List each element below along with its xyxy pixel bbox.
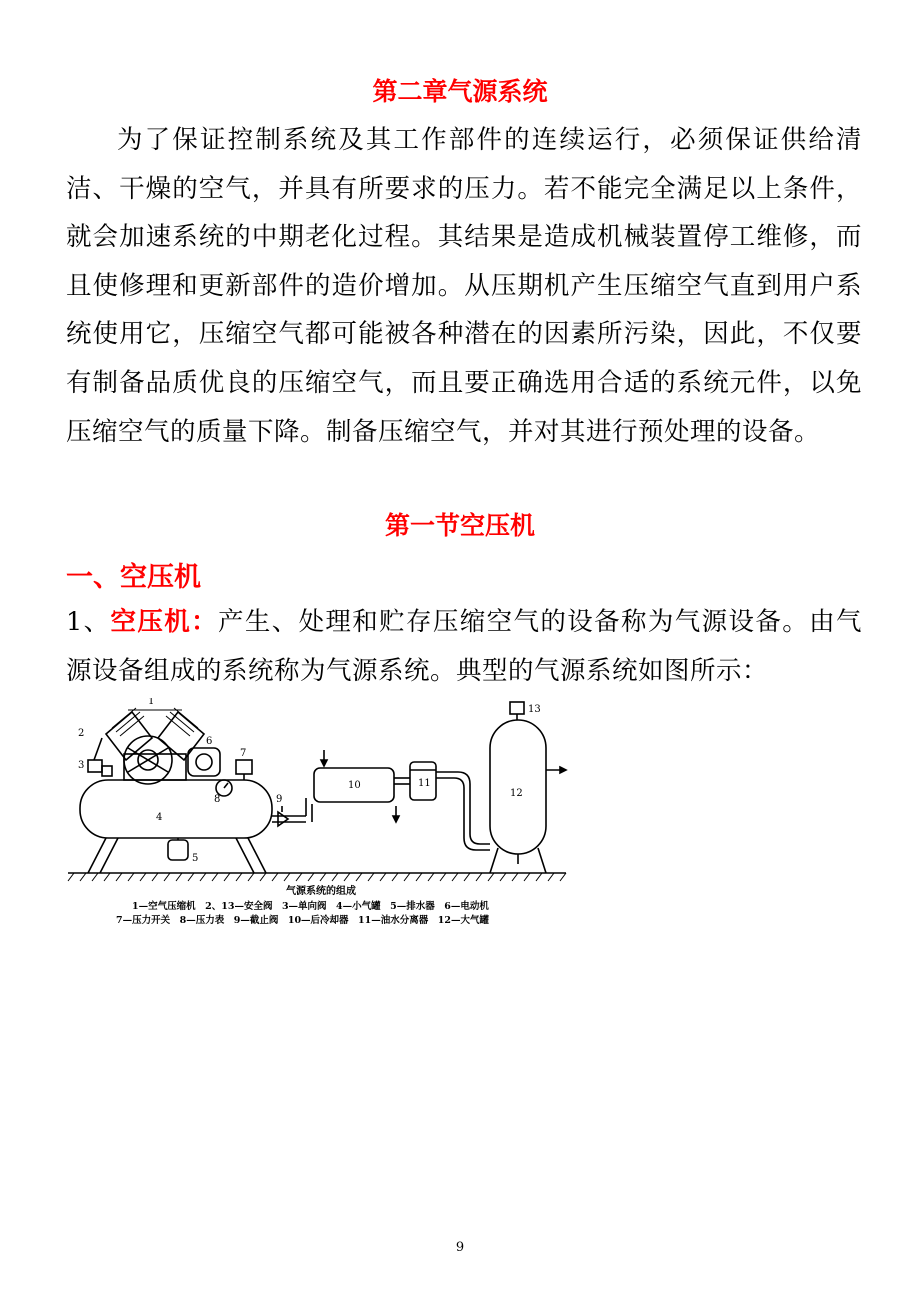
stop-valve bbox=[278, 812, 288, 826]
big-tank-leg bbox=[490, 848, 498, 873]
label-4: 4 bbox=[156, 812, 163, 823]
label-5: 5 bbox=[192, 853, 199, 864]
label-11: 11 bbox=[418, 778, 431, 789]
label-13: 13 bbox=[528, 704, 541, 715]
intro-paragraph bbox=[66, 116, 862, 456]
label-6: 6 bbox=[206, 736, 213, 747]
intro-text: 为了保证控制系统及其工作部件的连续运行，必须保证供给清洁、干燥的空气，并具有所要求的压力。若不能完全满足以上条件，就会加速系统的中期老化过程。其结果是造成机械装置停工维修，而且使修理和更新部件的造价增加。从压期机产生压缩空气直到用户系统使用它，压缩空气都可能被各种潜在的因素所污染，因此，不仅要有制备品质优良的压缩空气，而且要正确选用合适的系统元件，以免压缩空气的质量下降。制备压缩空气，并对其进行预处理的设备。 bbox=[66, 125, 862, 447]
figure-legend-line-2: 7—压力开关 8—压力表 9—截止阀 10—后冷却器 11—油水分离器 12—大气罐 bbox=[116, 915, 489, 926]
label-8: 8 bbox=[214, 794, 221, 805]
compressor-cylinder-right bbox=[158, 712, 204, 760]
figure-legend-line-1: 1—空气压缩机 2、13—安全阀 3—单向阀 4—小气罐 5—排水器 6—电动机 bbox=[132, 901, 489, 912]
safety-valve bbox=[88, 760, 102, 772]
section-title: 第一节空压机 bbox=[384, 511, 535, 540]
definition-paragraph bbox=[66, 598, 862, 695]
ground-hatch bbox=[68, 873, 566, 881]
chapter-title: 第二章气源系统 bbox=[372, 77, 548, 106]
big-tank bbox=[490, 720, 546, 854]
heading-air-compressor: 一、空压机 bbox=[66, 562, 201, 593]
definition-text: 产生、处理和贮存压缩空气的设备称为气源设备。由气源设备组成的系统称为气源系统。典型的气源系统如图所示： bbox=[66, 607, 862, 686]
drain bbox=[168, 840, 188, 860]
definition-number: 1、 bbox=[66, 607, 111, 637]
cooling-fins bbox=[112, 708, 198, 736]
air-source-system-figure bbox=[66, 698, 576, 932]
top-safety-valve bbox=[510, 702, 524, 714]
pressure-switch bbox=[236, 760, 252, 774]
figure-caption: 气源系统的组成 bbox=[286, 886, 356, 897]
label-12: 12 bbox=[510, 788, 523, 799]
check-valve bbox=[102, 766, 112, 776]
label-3: 3 bbox=[78, 760, 85, 771]
electric-motor bbox=[188, 748, 220, 776]
label-9: 9 bbox=[276, 794, 283, 805]
label-1: 1 bbox=[148, 698, 155, 707]
page-number: 9 bbox=[455, 1240, 465, 1255]
label-2: 2 bbox=[78, 728, 85, 739]
label-7: 7 bbox=[240, 748, 247, 759]
definition-term: 空压机： bbox=[110, 607, 218, 637]
label-10: 10 bbox=[348, 780, 361, 791]
small-tank bbox=[80, 780, 272, 838]
